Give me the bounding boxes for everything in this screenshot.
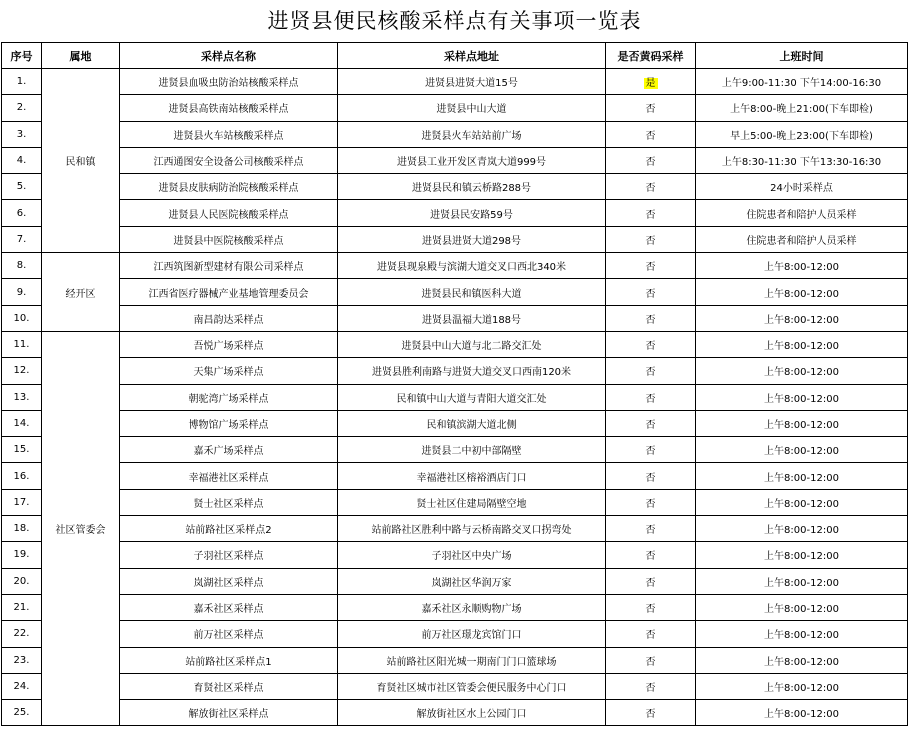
header-yellow: 是否黄码采样 bbox=[606, 43, 696, 69]
yellow-code-value: 否 bbox=[645, 446, 656, 458]
point-address: 进贤县民安路59号 bbox=[338, 200, 606, 226]
table-row bbox=[2, 226, 908, 252]
yellow-code-cell bbox=[606, 95, 696, 121]
working-hours: 上午8:00-12:00 bbox=[696, 463, 908, 489]
table-row bbox=[2, 358, 908, 384]
point-name: 站前路社区采样点1 bbox=[120, 647, 338, 673]
yellow-code-value: 否 bbox=[645, 367, 656, 379]
row-number: 5. bbox=[2, 174, 42, 200]
owner-cell: 社区管委会 bbox=[42, 331, 120, 725]
table-row bbox=[2, 331, 908, 357]
point-address: 进贤县火车站站前广场 bbox=[338, 121, 606, 147]
working-hours: 早上5:00-晚上23:00(下车即检) bbox=[696, 121, 908, 147]
working-hours: 上午8:00-12:00 bbox=[696, 542, 908, 568]
point-name: 幸福港社区采样点 bbox=[120, 463, 338, 489]
point-address: 子羽社区中央广场 bbox=[338, 542, 606, 568]
yellow-code-value: 否 bbox=[645, 262, 656, 274]
point-address: 进贤县中山大道 bbox=[338, 95, 606, 121]
point-address: 民和镇中山大道与青阳大道交汇处 bbox=[338, 384, 606, 410]
row-number: 19. bbox=[2, 542, 42, 568]
table-row bbox=[2, 410, 908, 436]
yellow-code-cell bbox=[606, 489, 696, 515]
yellow-code-cell bbox=[606, 331, 696, 357]
table-row bbox=[2, 121, 908, 147]
yellow-code-value: 否 bbox=[645, 235, 656, 247]
table-row bbox=[2, 437, 908, 463]
row-number: 15. bbox=[2, 437, 42, 463]
yellow-code-cell bbox=[606, 410, 696, 436]
row-number: 21. bbox=[2, 594, 42, 620]
point-address: 进贤县二中初中部隔壁 bbox=[338, 437, 606, 463]
point-name: 育贤社区采样点 bbox=[120, 673, 338, 699]
row-number: 16. bbox=[2, 463, 42, 489]
sampling-points-table bbox=[1, 42, 908, 726]
yellow-code-cell bbox=[606, 437, 696, 463]
point-name: 江西筑图新型建材有限公司采样点 bbox=[120, 253, 338, 279]
point-name: 子羽社区采样点 bbox=[120, 542, 338, 568]
working-hours: 上午8:00-12:00 bbox=[696, 700, 908, 726]
yellow-code-value: 否 bbox=[645, 604, 656, 616]
row-number: 25. bbox=[2, 700, 42, 726]
point-name: 贤士社区采样点 bbox=[120, 489, 338, 515]
point-name: 前万社区采样点 bbox=[120, 621, 338, 647]
point-name: 进贤县血吸虫防治站核酸采样点 bbox=[120, 69, 338, 95]
point-name: 站前路社区采样点2 bbox=[120, 516, 338, 542]
row-number: 8. bbox=[2, 253, 42, 279]
point-name: 江西省医疗器械产业基地管理委员会 bbox=[120, 279, 338, 305]
yellow-code-cell bbox=[606, 200, 696, 226]
table-row bbox=[2, 384, 908, 410]
row-number: 2. bbox=[2, 95, 42, 121]
point-name: 岚湖社区采样点 bbox=[120, 568, 338, 594]
table-row bbox=[2, 489, 908, 515]
table-row bbox=[2, 621, 908, 647]
point-address: 育贤社区城市社区管委会便民服务中心门口 bbox=[338, 673, 606, 699]
yellow-code-value: 是 bbox=[645, 78, 656, 90]
point-name: 进贤县人民医院核酸采样点 bbox=[120, 200, 338, 226]
working-hours: 上午8:00-12:00 bbox=[696, 568, 908, 594]
table-row bbox=[2, 174, 908, 200]
table-row bbox=[2, 568, 908, 594]
working-hours: 上午8:00-12:00 bbox=[696, 279, 908, 305]
yellow-code-cell bbox=[606, 253, 696, 279]
point-address: 岚湖社区华润万家 bbox=[338, 568, 606, 594]
yellow-code-value: 否 bbox=[645, 709, 656, 721]
yellow-code-cell bbox=[606, 226, 696, 252]
yellow-code-value: 否 bbox=[645, 630, 656, 642]
point-address: 贤士社区住建局隔壁空地 bbox=[338, 489, 606, 515]
point-address: 进贤县胜利南路与进贤大道交叉口西南120米 bbox=[338, 358, 606, 384]
yellow-code-cell bbox=[606, 647, 696, 673]
working-hours: 上午8:00-12:00 bbox=[696, 358, 908, 384]
point-name: 南昌韵达采样点 bbox=[120, 305, 338, 331]
table-row bbox=[2, 647, 908, 673]
yellow-code-value: 否 bbox=[645, 183, 656, 195]
yellow-code-cell bbox=[606, 358, 696, 384]
yellow-code-cell bbox=[606, 463, 696, 489]
working-hours: 上午8:00-12:00 bbox=[696, 673, 908, 699]
row-number: 9. bbox=[2, 279, 42, 305]
row-number: 17. bbox=[2, 489, 42, 515]
point-address: 进贤县民和镇医科大道 bbox=[338, 279, 606, 305]
working-hours: 上午8:00-晚上21:00(下车即检) bbox=[696, 95, 908, 121]
yellow-code-value: 否 bbox=[645, 551, 656, 563]
table-row bbox=[2, 95, 908, 121]
table-row bbox=[2, 305, 908, 331]
point-name: 进贤县中医院核酸采样点 bbox=[120, 226, 338, 252]
yellow-code-value: 否 bbox=[645, 130, 656, 142]
header-address: 采样点地址 bbox=[338, 43, 606, 69]
row-number: 7. bbox=[2, 226, 42, 252]
header-row bbox=[2, 43, 908, 69]
point-name: 朝驼湾广场采样点 bbox=[120, 384, 338, 410]
working-hours: 上午8:00-12:00 bbox=[696, 305, 908, 331]
owner-cell: 民和镇 bbox=[42, 69, 120, 253]
yellow-code-cell bbox=[606, 384, 696, 410]
yellow-code-value: 否 bbox=[645, 656, 656, 668]
point-address: 进贤县现泉殿与滨湖大道交叉口西北340米 bbox=[338, 253, 606, 279]
table-row bbox=[2, 542, 908, 568]
point-name: 嘉禾广场采样点 bbox=[120, 437, 338, 463]
point-address: 进贤县中山大道与北二路交汇处 bbox=[338, 331, 606, 357]
table-row bbox=[2, 463, 908, 489]
table-row bbox=[2, 673, 908, 699]
row-number: 22. bbox=[2, 621, 42, 647]
row-number: 4. bbox=[2, 147, 42, 173]
yellow-code-cell bbox=[606, 516, 696, 542]
row-number: 23. bbox=[2, 647, 42, 673]
point-address: 进贤县进贤大道15号 bbox=[338, 69, 606, 95]
yellow-code-value: 否 bbox=[645, 393, 656, 405]
yellow-code-cell bbox=[606, 121, 696, 147]
point-name: 吾悦广场采样点 bbox=[120, 331, 338, 357]
table-row bbox=[2, 279, 908, 305]
point-name: 嘉禾社区采样点 bbox=[120, 594, 338, 620]
yellow-code-value: 否 bbox=[645, 577, 656, 589]
yellow-code-cell bbox=[606, 594, 696, 620]
point-name: 进贤县高铁南站核酸采样点 bbox=[120, 95, 338, 121]
working-hours: 上午8:00-12:00 bbox=[696, 647, 908, 673]
row-number: 1. bbox=[2, 69, 42, 95]
working-hours: 住院患者和陪护人员采样 bbox=[696, 200, 908, 226]
working-hours: 住院患者和陪护人员采样 bbox=[696, 226, 908, 252]
point-name: 进贤县皮肤病防治院核酸采样点 bbox=[120, 174, 338, 200]
header-seq: 序号 bbox=[2, 43, 42, 69]
table-row bbox=[2, 594, 908, 620]
yellow-code-value: 否 bbox=[645, 157, 656, 169]
working-hours: 上午8:00-12:00 bbox=[696, 594, 908, 620]
point-address: 站前路社区阳光城一期南门门口篮球场 bbox=[338, 647, 606, 673]
working-hours: 上午8:00-12:00 bbox=[696, 384, 908, 410]
table-row bbox=[2, 147, 908, 173]
point-name: 进贤县火车站核酸采样点 bbox=[120, 121, 338, 147]
point-address: 前万社区璟龙宾馆门口 bbox=[338, 621, 606, 647]
yellow-code-value: 否 bbox=[645, 104, 656, 116]
yellow-code-value: 否 bbox=[645, 314, 656, 326]
table-row bbox=[2, 253, 908, 279]
owner-cell: 经开区 bbox=[42, 253, 120, 332]
yellow-code-cell bbox=[606, 542, 696, 568]
yellow-code-value: 否 bbox=[645, 682, 656, 694]
row-number: 12. bbox=[2, 358, 42, 384]
working-hours: 上午8:00-12:00 bbox=[696, 437, 908, 463]
row-number: 18. bbox=[2, 516, 42, 542]
yellow-code-value: 否 bbox=[645, 498, 656, 510]
yellow-code-cell bbox=[606, 621, 696, 647]
page-title: 进贤县便民核酸采样点有关事项一览表 bbox=[267, 9, 642, 33]
row-number: 20. bbox=[2, 568, 42, 594]
working-hours: 上午8:00-12:00 bbox=[696, 489, 908, 515]
yellow-code-cell bbox=[606, 700, 696, 726]
row-number: 11. bbox=[2, 331, 42, 357]
table-row bbox=[2, 700, 908, 726]
working-hours: 上午8:00-12:00 bbox=[696, 410, 908, 436]
point-name: 江西通图安全设备公司核酸采样点 bbox=[120, 147, 338, 173]
table-row bbox=[2, 516, 908, 542]
table-row bbox=[2, 69, 908, 95]
header-hours: 上班时间 bbox=[696, 43, 908, 69]
row-number: 24. bbox=[2, 673, 42, 699]
yellow-code-value: 否 bbox=[645, 341, 656, 353]
row-number: 13. bbox=[2, 384, 42, 410]
working-hours: 上午9:00-11:30 下午14:00-16:30 bbox=[696, 69, 908, 95]
point-address: 嘉禾社区永顺购物广场 bbox=[338, 594, 606, 620]
point-address: 进贤县民和镇云桥路288号 bbox=[338, 174, 606, 200]
working-hours: 上午8:00-12:00 bbox=[696, 331, 908, 357]
working-hours: 上午8:30-11:30 下午13:30-16:30 bbox=[696, 147, 908, 173]
point-address: 站前路社区胜利中路与云桥南路交叉口拐弯处 bbox=[338, 516, 606, 542]
table-body bbox=[2, 69, 908, 726]
point-address: 进贤县进贤大道298号 bbox=[338, 226, 606, 252]
yellow-code-cell bbox=[606, 69, 696, 95]
yellow-code-value: 否 bbox=[645, 209, 656, 221]
point-name: 解放街社区采样点 bbox=[120, 700, 338, 726]
header-owner: 属地 bbox=[42, 43, 120, 69]
working-hours: 上午8:00-12:00 bbox=[696, 621, 908, 647]
row-number: 3. bbox=[2, 121, 42, 147]
yellow-code-value: 否 bbox=[645, 288, 656, 300]
point-name: 天集广场采样点 bbox=[120, 358, 338, 384]
yellow-code-cell bbox=[606, 174, 696, 200]
yellow-code-value: 否 bbox=[645, 525, 656, 537]
yellow-code-cell bbox=[606, 147, 696, 173]
point-address: 民和镇滨湖大道北侧 bbox=[338, 410, 606, 436]
table-row bbox=[2, 200, 908, 226]
point-address: 进贤县工业开发区青岚大道999号 bbox=[338, 147, 606, 173]
point-address: 解放街社区水上公园门口 bbox=[338, 700, 606, 726]
yellow-code-cell bbox=[606, 305, 696, 331]
working-hours: 上午8:00-12:00 bbox=[696, 253, 908, 279]
yellow-code-value: 否 bbox=[645, 472, 656, 484]
yellow-code-cell bbox=[606, 279, 696, 305]
point-address: 幸福港社区榕裕酒店门口 bbox=[338, 463, 606, 489]
row-number: 10. bbox=[2, 305, 42, 331]
row-number: 14. bbox=[2, 410, 42, 436]
yellow-code-cell bbox=[606, 568, 696, 594]
point-name: 博物馆广场采样点 bbox=[120, 410, 338, 436]
point-address: 进贤县温福大道188号 bbox=[338, 305, 606, 331]
yellow-code-cell bbox=[606, 673, 696, 699]
working-hours: 24小时采样点 bbox=[696, 174, 908, 200]
header-name: 采样点名称 bbox=[120, 43, 338, 69]
yellow-code-value: 否 bbox=[645, 420, 656, 431]
row-number: 6. bbox=[2, 200, 42, 226]
working-hours: 上午8:00-12:00 bbox=[696, 516, 908, 542]
